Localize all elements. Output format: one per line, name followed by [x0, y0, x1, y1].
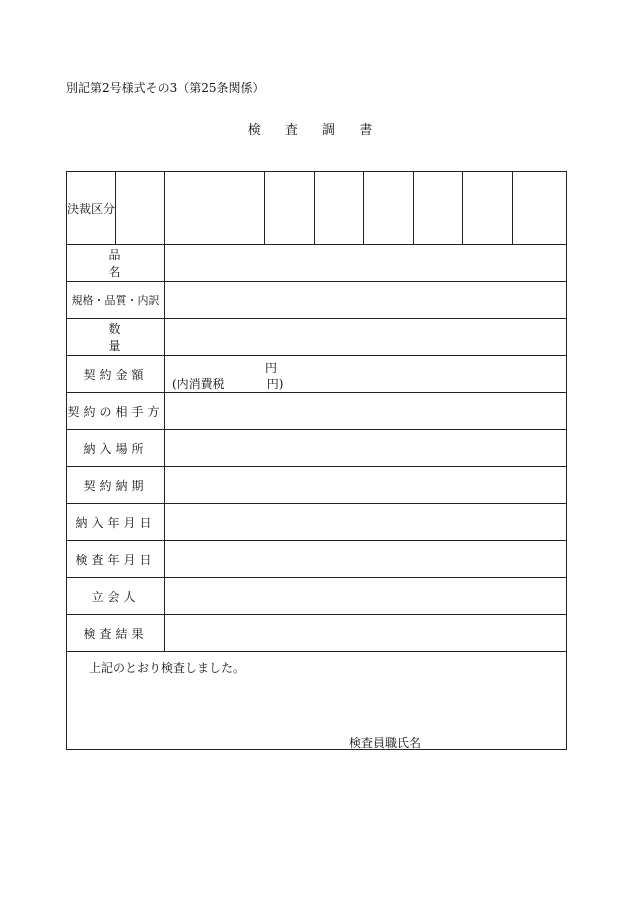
item-name-label: 品 名: [67, 245, 165, 282]
delivery-date-label: 納入年月日: [67, 504, 165, 541]
contract-amount-label: 契約金額: [67, 356, 165, 393]
item-name-row: [67, 245, 567, 282]
decision-label: 決裁区分: [67, 172, 116, 245]
decision-box-4[interactable]: [315, 172, 364, 245]
decision-box-2[interactable]: [165, 172, 265, 245]
tax-suffix: 円): [266, 377, 284, 391]
decision-row: [67, 172, 567, 245]
footer-row: [67, 652, 567, 750]
form-reference: 別記第2号様式その3（第25条関係）: [66, 81, 265, 95]
decision-box-8[interactable]: [513, 172, 567, 245]
decision-box-3[interactable]: [265, 172, 315, 245]
counterparty-row: [67, 393, 567, 430]
footer-cell: [67, 652, 567, 750]
quantity-row: [67, 319, 567, 356]
item-name-value[interactable]: [165, 245, 567, 282]
delivery-place-value[interactable]: [165, 430, 567, 467]
delivery-place-label: 納入場所: [67, 430, 165, 467]
counterparty-label: 契約の相手方: [67, 393, 165, 430]
inspection-date-value[interactable]: [165, 541, 567, 578]
contract-amount-row: [67, 356, 567, 393]
decision-box-6[interactable]: [414, 172, 463, 245]
tax-line: [172, 375, 283, 392]
result-value[interactable]: [165, 615, 567, 652]
inspection-date-row: [67, 541, 567, 578]
inspection-statement: 上記のとおり検査しました。: [89, 661, 246, 675]
decision-box-7[interactable]: [463, 172, 513, 245]
spec-value[interactable]: [165, 282, 567, 319]
decision-box-1[interactable]: [116, 172, 165, 245]
result-row: [67, 615, 567, 652]
contract-amount-value[interactable]: [165, 356, 567, 393]
result-label: 検査結果: [67, 615, 165, 652]
tax-prefix: (内消費税: [172, 377, 225, 391]
decision-box-5[interactable]: [364, 172, 414, 245]
delivery-place-row: [67, 430, 567, 467]
delivery-deadline-row: [67, 467, 567, 504]
spec-row: [67, 282, 567, 319]
delivery-date-value[interactable]: [165, 504, 567, 541]
witness-value[interactable]: [165, 578, 567, 615]
delivery-deadline-value[interactable]: [165, 467, 567, 504]
counterparty-value[interactable]: [165, 393, 567, 430]
inspection-table: [66, 171, 567, 750]
inspection-date-label: 検査年月日: [67, 541, 165, 578]
yen-unit: 円: [265, 361, 278, 375]
witness-row: [67, 578, 567, 615]
inspector-name-label: 検査員職氏名: [349, 736, 422, 750]
document-title: 検 査 調 書: [247, 123, 383, 138]
quantity-value[interactable]: [165, 319, 567, 356]
witness-label: 立会人: [67, 578, 165, 615]
delivery-date-row: [67, 504, 567, 541]
quantity-label: 数 量: [67, 319, 165, 356]
spec-label: 規格・品質・内訳: [67, 282, 165, 319]
delivery-deadline-label: 契約納期: [67, 467, 165, 504]
